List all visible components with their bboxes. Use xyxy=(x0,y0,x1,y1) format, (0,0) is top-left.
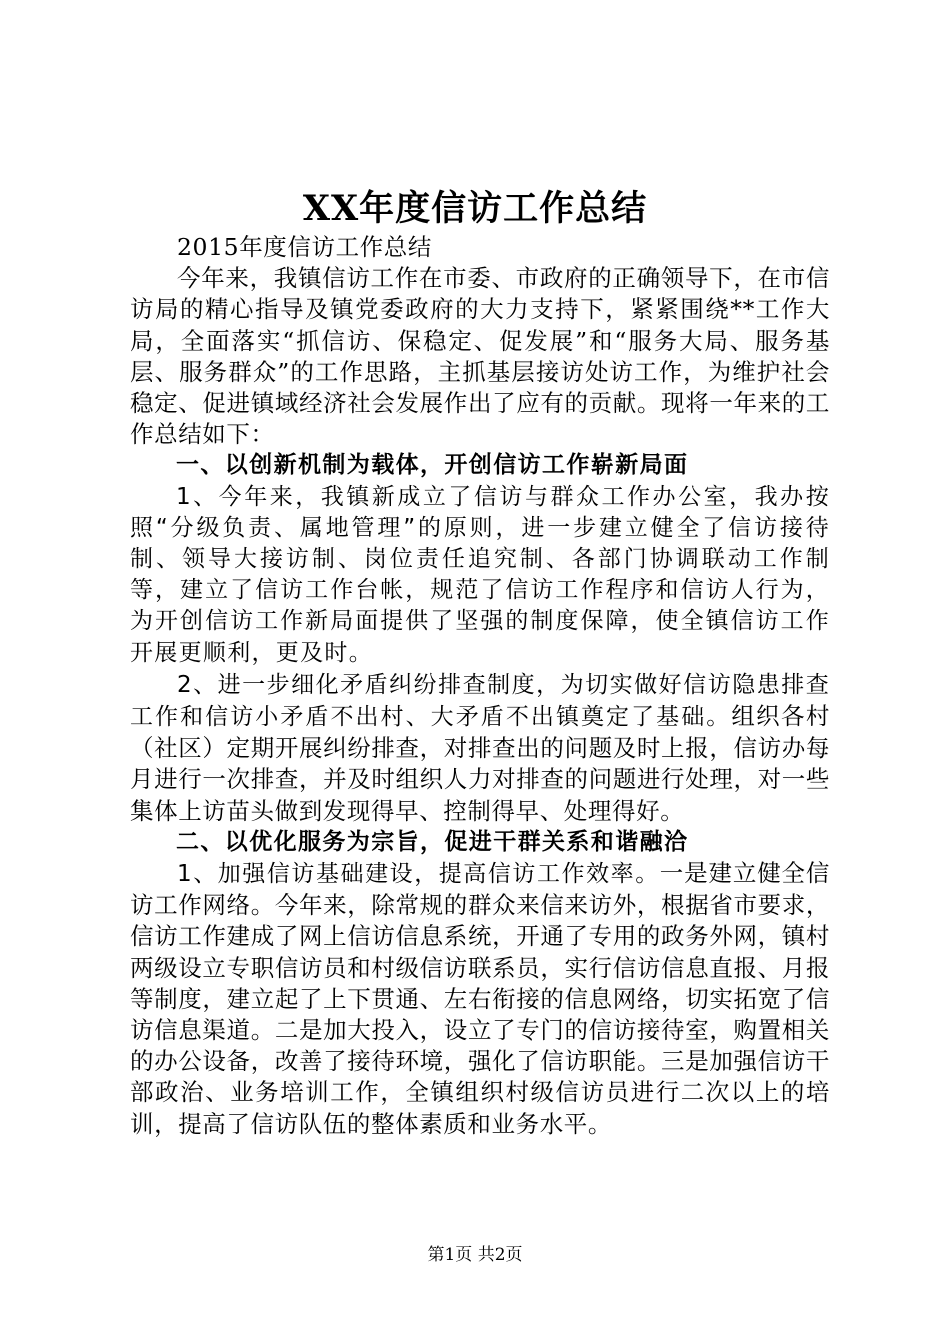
item-lead-text: 1、加强信访基础建设，提高信访工作效率。 xyxy=(177,861,660,888)
item-lead-text: 2、进一步细化矛盾纠纷排查制度，为切实做好信访隐患排查工作和信访小矛盾不出村、大矛盾不出镇奠定了基础。 xyxy=(130,671,830,731)
item-body-text: 组织各村（社区）定期开展纠纷排查，对排查出的问题及时上报，信访办每月进行一次排查，并及时组织人力对排查的问题进行处理，对一些集体上访苗头做到发现得早、控制得早、处理得好。 xyxy=(130,702,830,825)
section-1-item-2 xyxy=(130,669,830,827)
section-2-item-1 xyxy=(130,858,830,1140)
document-title: XX年度信访工作总结 xyxy=(302,188,648,229)
page-footer: 第1页 共2页 xyxy=(427,1245,523,1265)
section-heading-1: 一、以创新机制为载体，开创信访工作崭新局面 xyxy=(176,452,689,479)
intro-paragraph: 今年来，我镇信访工作在市委、市政府的正确领导下，在市信访局的精心指导及镇党委政府的大力支持下，紧紧围绕**工作大局，全面落实“抓信访、保稳定、促发展”和“服务大局、服务基层、服务群众”的工作思路，主抓基层接访处访工作，为维护社会稳定、促进镇域经济社会发展作出了应有的贡献。现将一年来的工作总结如下： xyxy=(130,264,830,449)
section-1-item-1: 1、今年来，我镇新成立了信访与群众工作办公室，我办按照“分级负责、属地管理”的原则，进一步建立健全了信访接待制、领导大接访制、岗位责任追究制、各部门协调联动工作制等，建立了信访工作台帐，规范了信访工作程序和信访人行为，为开创信访工作新局面提供了坚强的制度保障，使全镇信访工作开展更顺利，更及时。 xyxy=(130,483,830,666)
document-body xyxy=(130,232,830,1140)
section-heading-2: 二、以优化服务为宗旨，促进干群关系和谐融洽 xyxy=(176,828,689,855)
subtitle-paragraph: 2015年度信访工作总结 xyxy=(177,233,433,261)
item-body-text: 一是建立健全信访工作网络。今年来，除常规的群众来信来访外，根据省市要求，信访工作建成了网上信访信息系统，开通了专用的政务外网，镇村两级设立专职信访员和村级信访联系员，实行信访信息直报、月报等制度，建立起了上下贯通、左右衔接的信息网络，切实拓宽了信访信息渠道。二是加大投入，设立了专门的信访接待室，购置相关的办公设备，改善了接待环境，强化了信访职能。三是加强信访干部政治、业务培训工作，全镇组织村级信访员进行二次以上的培训，提高了信访队伍的整体素质和业务水平。 xyxy=(130,859,831,1138)
